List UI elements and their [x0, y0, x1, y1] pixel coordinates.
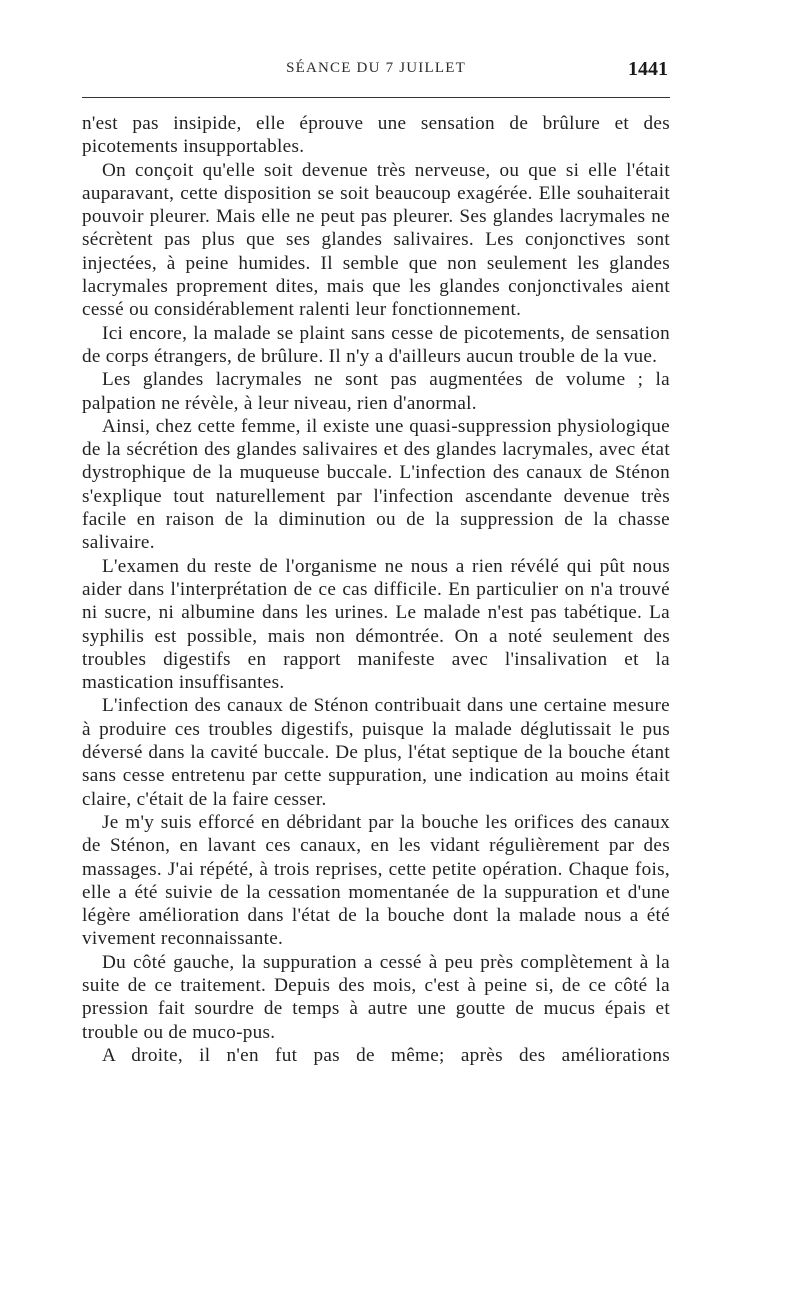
header-rule [82, 97, 670, 98]
page-number: 1441 [628, 58, 668, 80]
paragraph-3: Ici encore, la malade se plaint sans cesse de picotements, de sensation de corps étrangers, de brûlure. Il n'y a d'ailleurs aucun trouble de la vue. [82, 322, 670, 367]
paragraph-9: Du côté gauche, la suppuration a cessé à peu près complètement à la suite de ce traitement. Depuis des mois, c'est à peine si, de ce côté la pression fait sourdre de temps à autre une goutte de mucus épais et trouble ou de muco-pus. [82, 951, 670, 1043]
paragraph-5: Ainsi, chez cette femme, il existe une quasi-suppression physiologique de la sécrétion des glandes salivaires et des glandes lacrymales, avec état dystrophique de la muqueuse buccale. L'infection des canaux de Sténon s'explique tout naturellement par l'infection ascendante devenue très facile en raison de la diminution ou de la suppression de la chasse salivaire. [82, 415, 670, 554]
paragraph-7: L'infection des canaux de Sténon contribuait dans une certaine mesure à produire ces troubles digestifs, puisque la malade déglutissait le pus déversé dans la cavité buccale. De plus, l'état septique de la bouche étant sans cesse entretenu par cette suppuration, une indication au moins était claire, c'était de la faire cesser. [82, 695, 670, 810]
paragraph-1: n'est pas insipide, elle éprouve une sensation de brûlure et des picotements insupportables. [82, 113, 670, 158]
paragraph-10: A droite, il n'en fut pas de même; après des améliorations [102, 1044, 670, 1066]
paragraph-4: Les glandes lacrymales ne sont pas augmentées de volume ; la palpation ne révèle, à leur niveau, rien d'anormal. [82, 369, 670, 414]
running-head: SÉANCE DU 7 JUILLET [286, 60, 466, 76]
paragraph-6: L'examen du reste de l'organisme ne nous a rien révélé qui pût nous aider dans l'interprétation de ce cas difficile. En particulier on n'a trouvé ni sucre, ni albumine dans les urines. Le malade n'est pas tabétique. La syphilis est possible, mais non démontrée. On a noté seulement des troubles digestifs en rapport manifeste avec l'insalivation et la mastication insuffisantes. [82, 555, 670, 694]
paragraph-8: Je m'y suis efforcé en débridant par la bouche les orifices des canaux de Sténon, en lavant ces canaux, en les vidant régulièrement par des massages. J'ai répété, à trois reprises, cette petite opération. Chaque fois, elle a été suivie de la cessation momentanée de la suppuration et d'une légère amélioration dans l'état de la bouche dont la malade nous a été vivement reconnaissante. [82, 811, 670, 950]
page-header [82, 58, 670, 86]
paragraph-2: On conçoit qu'elle soit devenue très nerveuse, ou que si elle l'était auparavant, cette disposition se soit beaucoup exagérée. Elle souhaiterait pouvoir pleurer. Mais elle ne peut pas pleurer. Ses glandes lacrymales ne sécrètent pas plus que ses glandes salivaires. Les conjonctives sont injectées, à peine humides. Il semble que non seulement les glandes lacrymales proprement dites, mais que les glandes conjonctivales aient cessé ou considérablement ralenti leur fonctionnement. [82, 159, 670, 321]
body-text [82, 112, 670, 1067]
